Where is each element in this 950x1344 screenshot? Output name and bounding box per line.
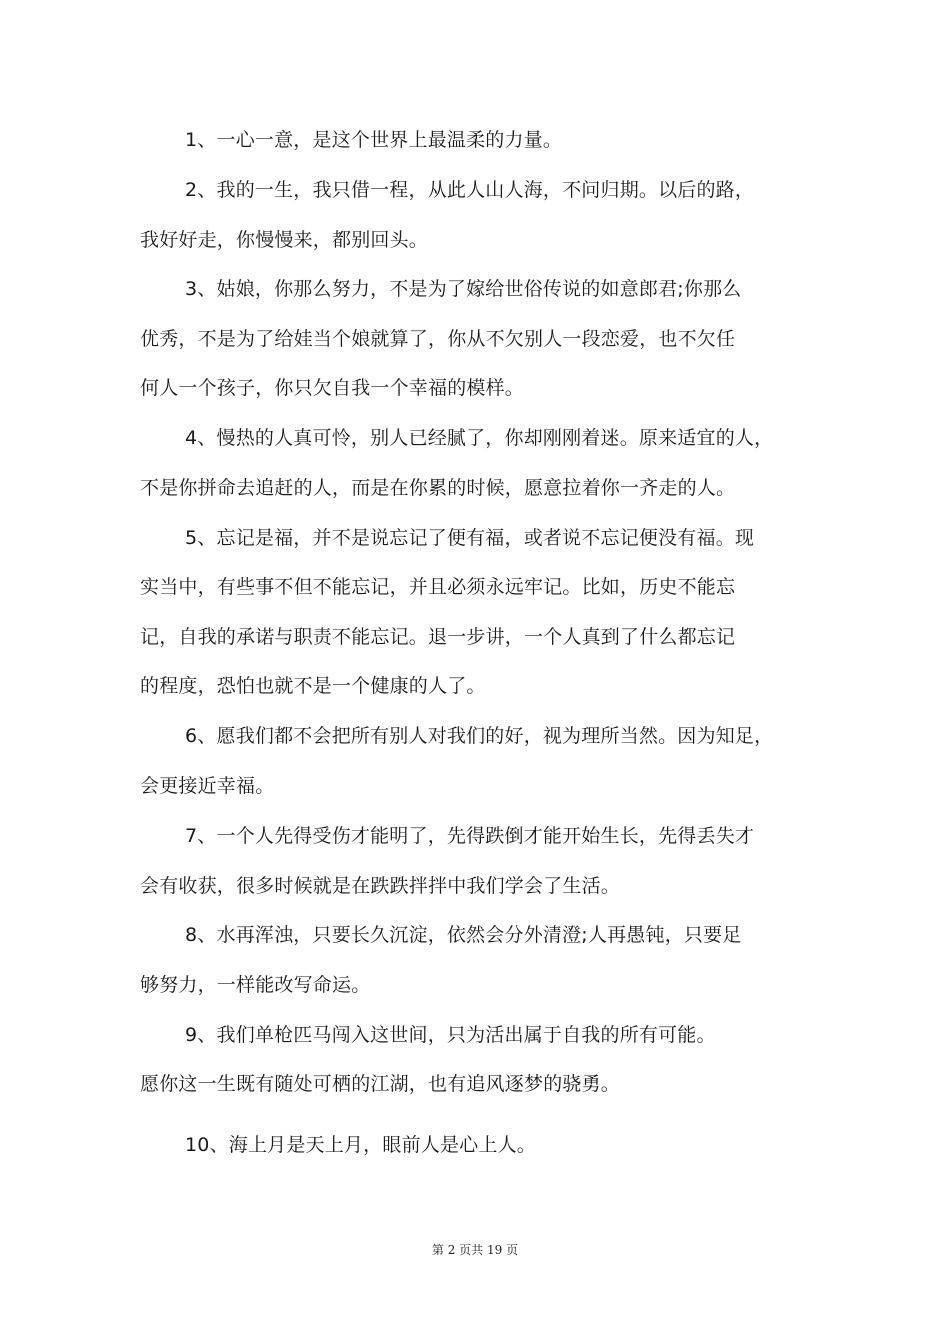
paragraph-7-line-1: 7、一个人先得受伤才能明了，先得跌倒才能开始生长，先得丢失才 — [185, 825, 755, 847]
paragraph-6-line-2: 会更接近幸福。 — [140, 775, 275, 797]
paragraph-7-line-2: 会有收获，很多时候就是在跌跌拌拌中我们学会了生活。 — [140, 875, 621, 897]
paragraph-5-line-4: 的程度，恐怕也就不是一个健康的人了。 — [140, 675, 486, 697]
paragraph-5-line-2: 实当中，有些事不但不能忘记，并且必须永远牢记。比如，历史不能忘 — [140, 576, 736, 598]
paragraph-8-line-1: 8、水再浑浊，只要长久沉淀，依然会分外清澄;人再愚钝，只要足 — [185, 924, 742, 946]
paragraph-3-line-1: 3、姑娘，你那么努力，不是为了嫁给世俗传说的如意郎君;你那么 — [185, 278, 742, 300]
paragraph-4-line-1: 4、慢热的人真可怜，别人已经腻了，你却刚刚着迷。原来适宜的人， — [185, 427, 774, 449]
paragraph-2-line-1: 2、我的一生，我只借一程，从此人山人海，不问归期。以后的路， — [185, 179, 755, 201]
paragraph-2-line-2: 我好好走，你慢慢来，都别回头。 — [140, 229, 429, 251]
paragraph-3-line-3: 何人一个孩子，你只欠自我一个幸福的模样。 — [140, 377, 525, 399]
paragraph-3-line-2: 优秀，不是为了给娃当个娘就算了，你从不欠别人一段恋爱，也不欠任 — [140, 328, 736, 350]
paragraph-9-line-2: 愿你这一生既有随处可栖的江湖，也有追风逐梦的骁勇。 — [140, 1073, 621, 1095]
paragraph-5-line-3: 记，自我的承诺与职责不能忘记。退一步讲，一个人真到了什么都忘记 — [140, 626, 736, 648]
paragraph-8-line-2: 够努力，一样能改写命运。 — [140, 974, 371, 996]
paragraph-4-line-2: 不是你拼命去追赶的人，而是在你累的时候，愿意拉着你一齐走的人。 — [140, 477, 736, 499]
paragraph-6-line-1: 6、愿我们都不会把所有别人对我们的好，视为理所当然。因为知足， — [185, 725, 774, 747]
page-number-footer: 第 2 页共 19 页 — [431, 1243, 519, 1257]
paragraph-1-line-1: 1、一心一意，是这个世界上最温柔的力量。 — [185, 129, 563, 151]
paragraph-9-line-1: 9、我们单枪匹马闯入这世间，只为活出属于自我的所有可能。 — [185, 1024, 716, 1046]
paragraph-10-line-1: 10、海上月是天上月，眼前人是心上人。 — [185, 1134, 536, 1156]
paragraph-5-line-1: 5、忘记是福，并不是说忘记了便有福，或者说不忘记便没有福。现 — [185, 527, 755, 549]
